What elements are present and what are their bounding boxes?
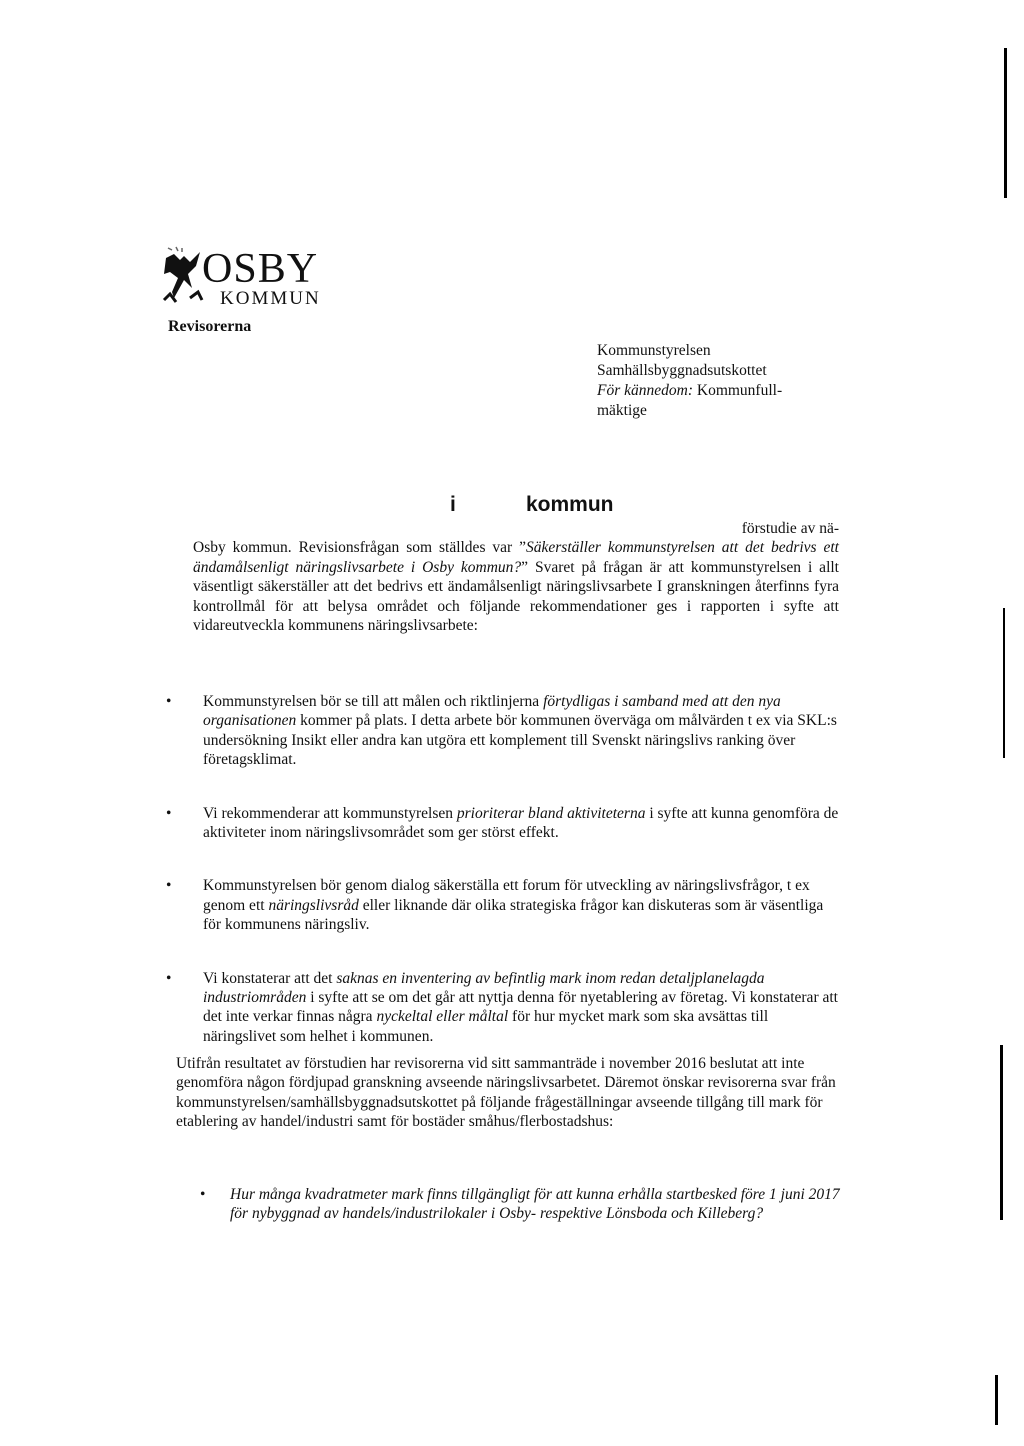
rec-text: Vi konstaterar att det bbox=[203, 969, 337, 987]
rec-text: i syfte att kunna genomföra de aktiviteter inom näringslivsområdet som ger störst effekt. bbox=[203, 804, 839, 842]
rec-emphasis: förtydligas i samband med att den nya organisationen bbox=[203, 693, 781, 730]
recipients-block bbox=[597, 341, 837, 421]
logo-wordmark: OSBY bbox=[202, 246, 319, 292]
title-part: kommun bbox=[526, 493, 614, 516]
intro-text-start: Osby kommun. Revisionsfrågan som ställdes var ” bbox=[193, 539, 526, 557]
intro-text-rest: Svaret på frågan är att kommunstyrelsen i allt väsentligt säkerställer att det bedrivs ett ändamålsenligt näringslivsarbete I granskningen återfinns fyra kontrollmål för att belysa området och följande rekommendationer ges i rapporten i syfte att vidareutveckla kommunens näringslivsarbete: bbox=[193, 558, 839, 635]
scan-edge-line-bottom bbox=[995, 1375, 998, 1425]
question-text: Hur många kvadratmeter mark finns tillgängligt för att kunna erhålla startbesked före 1 juni 2017 för nybyggnad av handels/industrilokaler i Osby- respektive Lönsboda och Killeberg? bbox=[230, 1186, 840, 1223]
rec-text: Kommunstyrelsen bör se till att målen och riktlinjerna bbox=[203, 693, 544, 710]
intro-paragraph bbox=[193, 519, 839, 635]
bullet-icon: • bbox=[200, 1186, 206, 1203]
rec-emphasis: prioriterar bland aktiviteterna bbox=[456, 804, 646, 822]
rec-emphasis: nyckeltal eller måltal bbox=[376, 1008, 509, 1026]
rec-text: Kommunstyrelsen bör genom dialog säkerställa ett forum för utveckling av näringslivsfrågor, t ex genom ett bbox=[203, 877, 810, 914]
title-part: i bbox=[450, 493, 456, 516]
conclusion-paragraph bbox=[176, 1054, 840, 1132]
list-item bbox=[166, 876, 842, 934]
rec-text: Vi rekommenderar att kommunstyrelsen bbox=[203, 804, 457, 822]
rec-emphasis: saknas en inventering av befintlig mark inom redan detaljplanelagda industriområden bbox=[203, 969, 765, 1007]
bullet-icon: • bbox=[166, 969, 172, 987]
osby-kommun-logo bbox=[160, 244, 380, 314]
rec-text: för hur mycket mark som ska avsättas till näringslivet som helhet i kommunen. bbox=[203, 1008, 769, 1045]
department-label: Revisorerna bbox=[168, 318, 252, 335]
intro-first-line: förstudie av nä- bbox=[741, 520, 839, 537]
recipient-line bbox=[597, 381, 837, 401]
scan-edge-line-lower bbox=[1000, 1045, 1003, 1220]
recommendations-list bbox=[166, 692, 842, 1080]
bullet-icon: • bbox=[166, 877, 172, 895]
quote-end: ” bbox=[521, 558, 535, 576]
list-item bbox=[166, 804, 842, 843]
recipient-line: mäktige bbox=[597, 402, 647, 419]
conclusion-text: Utifrån resultatet av förstudien har revisorerna vid sitt sammanträde i november 2016 beslutat att inte genomföra någon fördjupad granskning avseende näringslivsarbetet. Däremot önskar revisorerna svar från kommunstyrelsen/samhällsbyggnadsutskottet på följande frågeställningar avseende tillgång till mark för etablering av handel/industri samt för bostäder småhus/flerbostadshus: bbox=[176, 1055, 836, 1131]
recipient-label: För kännedom: bbox=[597, 382, 693, 399]
recipient-line: Samhällsbyggnadsutskottet bbox=[597, 362, 767, 379]
recipient-value: Kommunfull- bbox=[696, 382, 783, 399]
rec-text: kommer på plats. I detta arbete bör kommunen överväga om målvärden t ex via SKL:s undersökning Insikt eller andra kan utgöra ett komplement till Svenskt näringslivs ranking över företagsklimat. bbox=[203, 712, 837, 769]
recipient-line: Kommunstyrelsen bbox=[597, 342, 711, 359]
question-item bbox=[200, 1185, 840, 1224]
list-item bbox=[166, 969, 842, 1047]
coat-of-arms-icon bbox=[160, 244, 206, 306]
bullet-icon: • bbox=[166, 804, 172, 822]
scan-edge-line-top bbox=[1004, 48, 1007, 198]
intro-text bbox=[193, 538, 839, 635]
logo-subtitle: KOMMUN bbox=[220, 288, 321, 309]
list-item bbox=[166, 692, 842, 770]
bullet-icon: • bbox=[166, 693, 172, 710]
scan-edge-line-middle bbox=[1003, 608, 1005, 758]
rec-text: i syfte att se om det går att nyttja denna för nyetablering av företag. Vi konstaterar att det inte verkar finnas några bbox=[203, 989, 838, 1026]
audit-question: Säkerställer kommunstyrelsen att det bedrivs ett ändamålsenligt näringslivsarbete i Osby kommun? bbox=[193, 539, 839, 576]
page-title bbox=[450, 493, 614, 517]
rec-text: eller liknande där olika strategiska frågor kan diskuteras som är väsentliga för kommunens näringsliv. bbox=[203, 896, 824, 934]
rec-emphasis: näringslivsråd bbox=[268, 896, 359, 914]
